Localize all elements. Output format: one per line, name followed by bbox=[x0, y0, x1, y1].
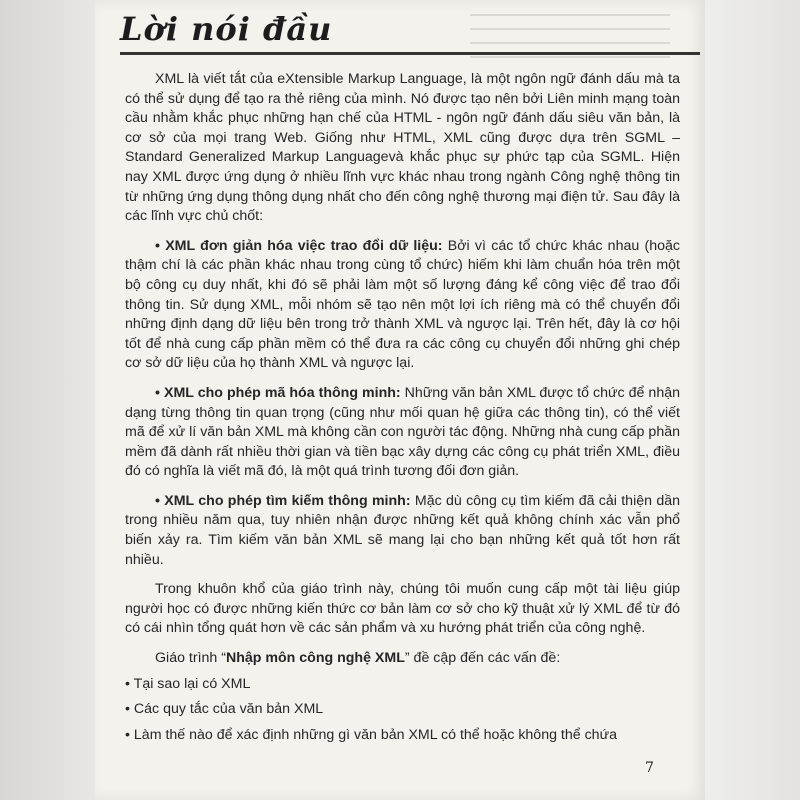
left-margin-shadow bbox=[0, 0, 95, 800]
page-number: 7 bbox=[645, 760, 654, 776]
right-margin bbox=[705, 0, 800, 800]
list-item: • Các quy tắc của văn bản XML bbox=[125, 701, 324, 718]
topics-intro-pre: Giáo trình “ bbox=[155, 650, 226, 667]
bullet-smart-coding bbox=[125, 384, 680, 482]
bullet-heading: • XML đơn giản hóa việc trao đổi dữ liệu: bbox=[155, 237, 443, 254]
bullet-heading: • XML cho phép mã hóa thông minh: bbox=[155, 384, 401, 401]
list-item: • Làm thế nào để xác định những gì văn bản XML có thể hoặc không thể chứa bbox=[125, 726, 617, 743]
intro-paragraph: XML là viết tắt của eXtensible Markup Language, là một ngôn ngữ đánh dấu mà ta có thể sử dụng để tạo ra thẻ riêng của mình. Nó được tạo nên bởi Liên minh mạng toàn cầu nhằm khắc phục những hạn chế của HTML - ngôn ngữ đánh dấu siêu văn bản, là cơ sở của mọi trang Web. Giống như HTML, XML cũng được dựa trên SGML – Standard Generalized Markup Languagevà khắc phục sự phức tạp của SGML. Hiện nay XML được ứng dụng ở nhiều lĩnh vực khác nhau trong ngành Công nghệ thông tin từ những ứng dụng thông dụng nhất cho đến công nghệ thương mại điện tử. Sau đây là các lĩnh vực chủ chốt: bbox=[125, 71, 680, 225]
scope-paragraph: Trong khuôn khổ của giáo trình này, chúng tôi muốn cung cấp một tài liệu giúp người học có được những kiến thức cơ bản làm cơ sở cho kỹ thuật xử lý XML để từ đó có cái nhìn tổng quát hơn về các sản phẩm và xu hướng phát triển của công nghệ. bbox=[125, 581, 680, 637]
bullet-text: Những văn bản XML được tổ chức để nhận dạng từng thông tin quan trọng (cũng như mối quan hệ giữa các thông tin), có thể viết mã để xử lí văn bản XML mà không cần con người tác động. Những nhà cung cấp phần mềm đã dành rất nhiều thời gian và tiền bạc xây dựng các công cụ phát triển XML, điều đó có nghĩa là viết mã đó, là một quá trình tương đối đơn giản. bbox=[125, 384, 680, 480]
title-underline bbox=[120, 52, 700, 55]
bullet-text: Bởi vì các tổ chức khác nhau (hoặc thậm chí là các phần khác nhau trong cùng tổ chức) hiếm khi làm chuẩn hóa trên một bộ công cụ duy nhất, khi đó sẽ phải làm một số lượng đáng kể công việc để trao đổi thông tin. Sử dụng XML, mỗi nhóm sẽ tạo nên một lợi ích riêng mà có thể chuyển đổi những định dạng dữ liệu bên trong trở thành XML và ngược lại. Trên hết, đây là cơ hội tốt để nhà cung cấp phần mềm có thể đưa ra các công cụ chuyển đổi những ghi chép cơ sở dữ liệu của họ thành XML và ngược lại. bbox=[125, 237, 680, 372]
bullet-text: Mặc dù công cụ tìm kiếm đã cải thiện dần trong nhiều năm qua, tuy nhiên nhận được những kết quả không chính xác vẫn phổ biến xảy ra. Tìm kiếm văn bản XML sẽ mang lại cho bạn những kết quả tốt hơn rất nhiều. bbox=[125, 492, 680, 568]
topics-list bbox=[125, 675, 680, 746]
page-title-block bbox=[120, 10, 700, 48]
bullet-data-exchange bbox=[125, 237, 680, 374]
body-text bbox=[125, 70, 680, 745]
topics-intro-post: ” đề cập đến các vấn đề: bbox=[404, 650, 561, 667]
list-item: • Tại sao lại có XML bbox=[125, 675, 251, 692]
page-title: Lời nói đầu bbox=[120, 10, 333, 48]
bullet-heading: • XML cho phép tìm kiếm thông minh: bbox=[155, 492, 411, 509]
topics-intro bbox=[125, 649, 680, 669]
bullet-smart-search bbox=[125, 492, 680, 570]
book-title: Nhập môn công nghệ XML bbox=[225, 650, 405, 667]
